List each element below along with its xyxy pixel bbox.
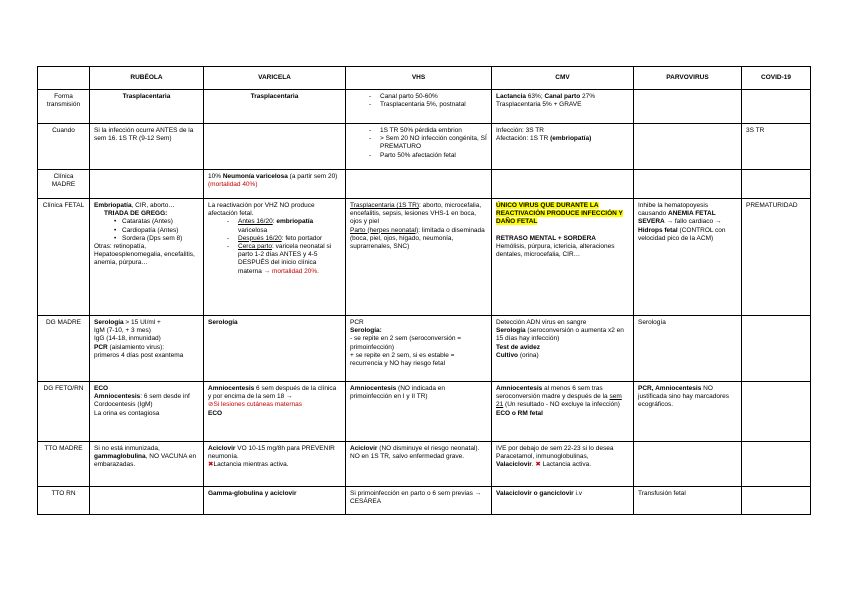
row-dg-madre <box>38 316 811 382</box>
text-bold: Aciclovir <box>208 445 236 452</box>
text-bold: Serología: <box>350 327 382 335</box>
highlight-text: ÚNICO VIRUS QUE DURANTE LA REACTIVACIÓN PRODUCE INFECCIÓN Y DAÑO FETAL <box>496 202 623 226</box>
text-bold: Embriopatía <box>94 202 132 209</box>
cell-parvovirus <box>634 442 742 487</box>
header-row <box>38 67 811 90</box>
text: - se repite en 2 sem (seroconversión = primoinfección) <box>350 335 462 351</box>
text-bold: embriopatía <box>276 218 314 226</box>
text: Trasplacentaria 5% + GRAVE <box>496 101 582 109</box>
text-bold: Serología <box>94 319 124 326</box>
text-bold: ANEMIA FETAL SEVERA <box>638 210 716 226</box>
text-bold: Cultivo <box>496 351 519 359</box>
text: : limitada o diseminada (boca, piel, ojos, hígado, neumonía, suprarrenales, SNC) <box>350 226 485 251</box>
cell-covid <box>742 316 811 382</box>
row-cuando <box>38 124 811 170</box>
text: 10% <box>208 173 223 180</box>
text: (aislamiento virus): <box>107 343 165 351</box>
text-bold: Amniocentesis <box>208 385 255 392</box>
text-underline: Después 16/20 <box>238 234 282 242</box>
text: Inhibe la hematopoyesis causando <box>638 202 709 218</box>
text: 6 sem después de la clínica y por encima de la sem 18 → <box>208 385 337 401</box>
text-bold: TRIADA DE GREGG: <box>104 210 168 218</box>
comparison-table <box>37 66 811 515</box>
cell-covid <box>742 90 811 124</box>
list-item <box>238 218 341 234</box>
cell-cmv <box>492 382 634 442</box>
cell-cmv <box>492 316 634 382</box>
text-bold: Lactancia <box>496 93 526 100</box>
cell-rubeola <box>90 487 204 515</box>
text-bold: Valaciclovir <box>496 461 532 469</box>
text: VO 10-15 mg/8h para PREVENIR neumonía. <box>208 445 335 461</box>
text: (Un resultado - NO excluye la infección) <box>503 401 620 409</box>
cell-cmv <box>492 442 634 487</box>
text: + se repite en 2 sem, si es estable = recurrencia y NO hay riesgo fetal <box>350 351 455 368</box>
cell-vhs <box>346 90 492 124</box>
text: al menos 6 sem tras seroconversión madre y después de la <box>496 385 610 401</box>
cell-rubeola <box>90 316 204 382</box>
row-tto-rn <box>38 487 811 515</box>
row-label: Clínica MADRE <box>38 170 90 199</box>
row-label: Forma transmisión <box>38 90 90 124</box>
text-bold: Neumonía varicelosa <box>222 173 288 180</box>
text: : aborto, microcefalia, encefalitis, sepsis, lesiones VHS-1 en boca, ojos y piel <box>350 202 482 226</box>
header-varicela: VARICELA <box>204 67 346 90</box>
cell-cmv <box>492 170 634 199</box>
text-bold: ECO <box>208 409 223 417</box>
row-tto-madre <box>38 442 811 487</box>
cell-vhs <box>346 170 492 199</box>
text-underline: Parto (herpes neonatal) <box>350 226 419 234</box>
text-underline: Trasplacentaria (1S TR) <box>350 202 419 209</box>
text-bold: Amniocentesis <box>496 385 543 392</box>
list-item: - > Sem 20 NO infección congénita, SÍ PREMATURO <box>380 135 487 151</box>
cell-covid <box>742 487 811 515</box>
text: : <box>272 218 277 226</box>
text: : 6 sem desde inf <box>140 393 190 401</box>
cell-vhs <box>346 382 492 442</box>
cell-parvovirus <box>634 124 742 170</box>
text-bold: Valaciclovir o ganciclovir <box>496 490 574 497</box>
row-label: Cuando <box>38 124 90 170</box>
cell-varicela <box>204 199 346 316</box>
text: (NO disminuye el riesgo neonatal). NO en 1S TR, salvo enfermedad grave. <box>350 445 480 461</box>
cell-rubeola: Si la infección ocurre ANTES de la sem 16. 1S TR (9-12 Sem) <box>90 124 204 170</box>
row-transmision <box>38 90 811 124</box>
list-item: • Cataratas (Antes) <box>122 218 199 226</box>
text-bold: PCR, Amniocentesis <box>638 385 702 392</box>
cell-vhs: Si primoinfección en parto o 6 sem previas → CESÁREA <box>346 487 492 515</box>
cell-parvovirus <box>634 170 742 199</box>
cell-parvovirus: Transfusión fetal <box>634 487 742 515</box>
cell-rubeola <box>90 382 204 442</box>
text: Lactancia mientras activa. <box>213 461 289 469</box>
text: , NO VACUNA en embarazadas. <box>94 453 197 469</box>
cell-parvovirus <box>634 90 742 124</box>
text-red: → mortalidad 20%. <box>263 267 319 275</box>
list-item: • Cardiopatía (Antes) <box>122 227 199 235</box>
text: PCR <box>350 319 364 326</box>
text: Infección: 3S TR <box>496 127 544 134</box>
text: La orina es contagiosa <box>94 409 160 417</box>
text-bold: Amniocentesis <box>350 385 397 392</box>
header-cmv: CMV <box>492 67 634 90</box>
text: Si no está inmunizada, <box>94 445 160 452</box>
cell-rubeola <box>90 170 204 199</box>
row-label: TTO RN <box>38 487 90 515</box>
text-bold: Hidrops fetal <box>638 226 678 234</box>
cell-cmv <box>492 124 634 170</box>
cell-vhs <box>346 199 492 316</box>
cell-varicela <box>204 124 346 170</box>
text: , CIR, aborto… <box>131 202 175 209</box>
cell-vhs <box>346 124 492 170</box>
text: (CONTROL con velocidad pico de la ACM) <box>638 226 726 242</box>
text: (orina) <box>518 351 539 359</box>
text-bold: RETRASO MENTAL + SORDERA <box>496 234 596 242</box>
header-parvovirus: PARVOVIRUS <box>634 67 742 90</box>
text: Lactancia activa. <box>540 461 592 469</box>
cell-vhs <box>346 316 492 382</box>
text: primeros 4 días post exantema <box>94 351 184 359</box>
row-clinica-madre <box>38 170 811 199</box>
cell-parvovirus <box>634 199 742 316</box>
text: NO justificada sino hay marcadores ecográficos. <box>638 385 730 409</box>
list-item: • Sordera (Dps sem 8) <box>122 235 199 243</box>
cell-varicela: Serología <box>204 316 346 382</box>
header-rubeola: RUBÉOLA <box>90 67 204 90</box>
prohibited-icon: ⊘ <box>208 401 214 409</box>
text-underline: sem 21 <box>496 393 622 409</box>
text-red: (mortalidad 40%) <box>208 181 258 189</box>
text: Cordocentesis (IgM) <box>94 401 153 409</box>
list-item <box>238 243 341 276</box>
text-bold: ECO o RM fetal <box>496 409 543 417</box>
cross-mark-icon: ✖ <box>535 461 541 469</box>
cell-cmv <box>492 199 634 316</box>
cell-parvovirus: Serología <box>634 316 742 382</box>
cell-covid <box>742 442 811 487</box>
list-item: - 1S TR 50% pérdida embrion <box>380 127 487 135</box>
text-bold: Amniocentesis <box>94 393 141 401</box>
text: . <box>531 461 536 469</box>
text-bold: PCR <box>94 343 108 351</box>
text: : feto portador <box>281 234 323 242</box>
text-bold: Canal parto <box>544 93 581 100</box>
text: : varicela neonatal si parto 1-2 días ANTES y 4-5 DESPUÉS del inicio clínica materna <box>238 243 332 275</box>
row-clinica-fetal <box>38 199 811 316</box>
cell-covid <box>742 170 811 199</box>
text: (NO indicada en primoinfección en I y II TR) <box>350 385 446 401</box>
text: > 15 UI/ml + <box>123 319 161 326</box>
text: i.v <box>573 490 582 497</box>
row-label: DG MADRE <box>38 316 90 382</box>
cell-varicela <box>204 382 346 442</box>
cell-covid: PREMATURIDAD <box>742 199 811 316</box>
text: Paracetamol, inmunoglobulinas, <box>496 453 589 461</box>
list-item: - Trasplacentaria 5%, postnatal <box>380 101 487 109</box>
cell-cmv <box>492 487 634 515</box>
text: Detección ADN virus en sangre <box>496 319 587 326</box>
text: IgM (7-10, + 3 mes) <box>94 327 151 335</box>
row-dg-feto <box>38 382 811 442</box>
row-label: TTO MADRE <box>38 442 90 487</box>
cell-parvovirus <box>634 382 742 442</box>
text: IVE por debajo de sem 22-23 si lo desea <box>496 445 614 452</box>
cell-vhs <box>346 442 492 487</box>
list-item: - Parto 50% afectación fetal <box>380 152 487 160</box>
text: IgG (14-18, inmunidad) <box>94 335 161 343</box>
cell-cmv <box>492 90 634 124</box>
text-underline: Antes 16/20 <box>238 218 273 226</box>
text: Hemólisis, púrpura, ictericia, alteraciones dentales, microcefalia, CIR… <box>496 243 615 259</box>
text: 27% <box>580 93 596 100</box>
text-bold: Test de avidez <box>496 343 540 351</box>
text: (seroconversión o aumenta x2 en 15 días hay infección) <box>496 327 624 343</box>
cell-covid: 3S TR <box>742 124 811 170</box>
cell-varicela: Trasplacentaria <box>204 90 346 124</box>
text-red: Si lesiones cutáneas maternas <box>213 401 302 409</box>
header-covid: COVID-19 <box>742 67 811 90</box>
text: (a partir sem 20) <box>287 173 338 180</box>
cell-varicela <box>204 170 346 199</box>
header-empty <box>38 67 90 90</box>
cell-rubeola <box>90 199 204 316</box>
text: Otras: retinopatía, Hepatoesplenomegalia, encefalitis, anemia, púrpura… <box>94 243 195 267</box>
cell-varicela: Gamma-globulina y aciclovir <box>204 487 346 515</box>
cell-rubeola: Trasplacentaria <box>90 90 204 124</box>
list-item: - Canal parto 50-60% <box>380 93 487 101</box>
text-bold: ECO <box>94 385 109 392</box>
cell-covid <box>742 382 811 442</box>
cell-varicela <box>204 442 346 487</box>
header-vhs: VHS <box>346 67 492 90</box>
text: La reactivación por VHZ NO produce afectación fetal. <box>208 202 315 218</box>
row-label: DG FETO/RN <box>38 382 90 442</box>
text-bold: (embriopatía) <box>550 135 592 143</box>
text: varicelosa <box>238 226 268 234</box>
text-bold: Serología <box>496 327 526 335</box>
row-label: Clínica FETAL <box>38 199 90 316</box>
cell-rubeola <box>90 442 204 487</box>
text: Afectación: 1S TR <box>496 135 551 143</box>
list-item <box>238 235 341 243</box>
text-bold: Aciclovir <box>350 445 378 452</box>
text-underline: Cerca parto <box>238 243 272 251</box>
cross-mark-icon: ✖ <box>208 461 214 469</box>
text: → fallo cardiaco → <box>664 218 722 226</box>
text: 63%; <box>526 93 545 100</box>
text-bold: gammaglobulina <box>94 453 146 461</box>
